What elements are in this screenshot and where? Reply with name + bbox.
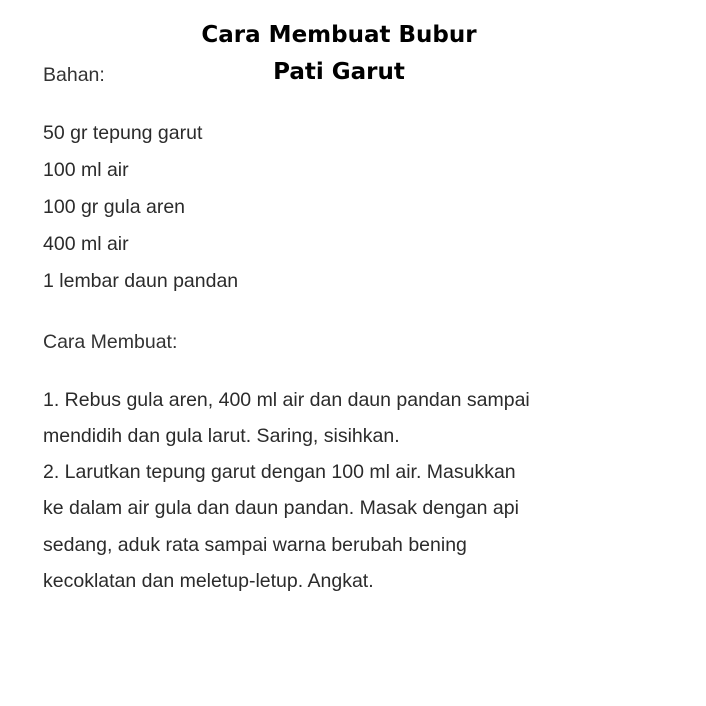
ingredient-item: 1 lembar daun pandan (43, 270, 239, 292)
ingredient-item: 100 ml air (43, 159, 129, 181)
step-line: kecoklatan dan meletup-letup. Angkat. (43, 570, 374, 592)
step-line: 2. Larutkan tepung garut dengan 100 ml air. Masukkan (43, 461, 516, 483)
steps-heading: Cara Membuat: (43, 331, 178, 353)
title-line-1: Cara Membuat Bubur (201, 22, 477, 48)
ingredients-heading: Bahan: (43, 64, 105, 86)
step-line: ke dalam air gula dan daun pandan. Masak dengan api (43, 497, 519, 519)
step-line: sedang, aduk rata sampai warna berubah bening (43, 534, 467, 556)
step-line: 1. Rebus gula aren, 400 ml air dan daun pandan sampai (43, 389, 530, 411)
title-line-2: Pati Garut (273, 59, 405, 85)
ingredient-item: 50 gr tepung garut (43, 122, 203, 144)
ingredient-item: 100 gr gula aren (43, 196, 186, 218)
ingredient-item: 400 ml air (43, 233, 129, 255)
step-line: mendidih dan gula larut. Saring, sisihkan. (43, 425, 400, 447)
